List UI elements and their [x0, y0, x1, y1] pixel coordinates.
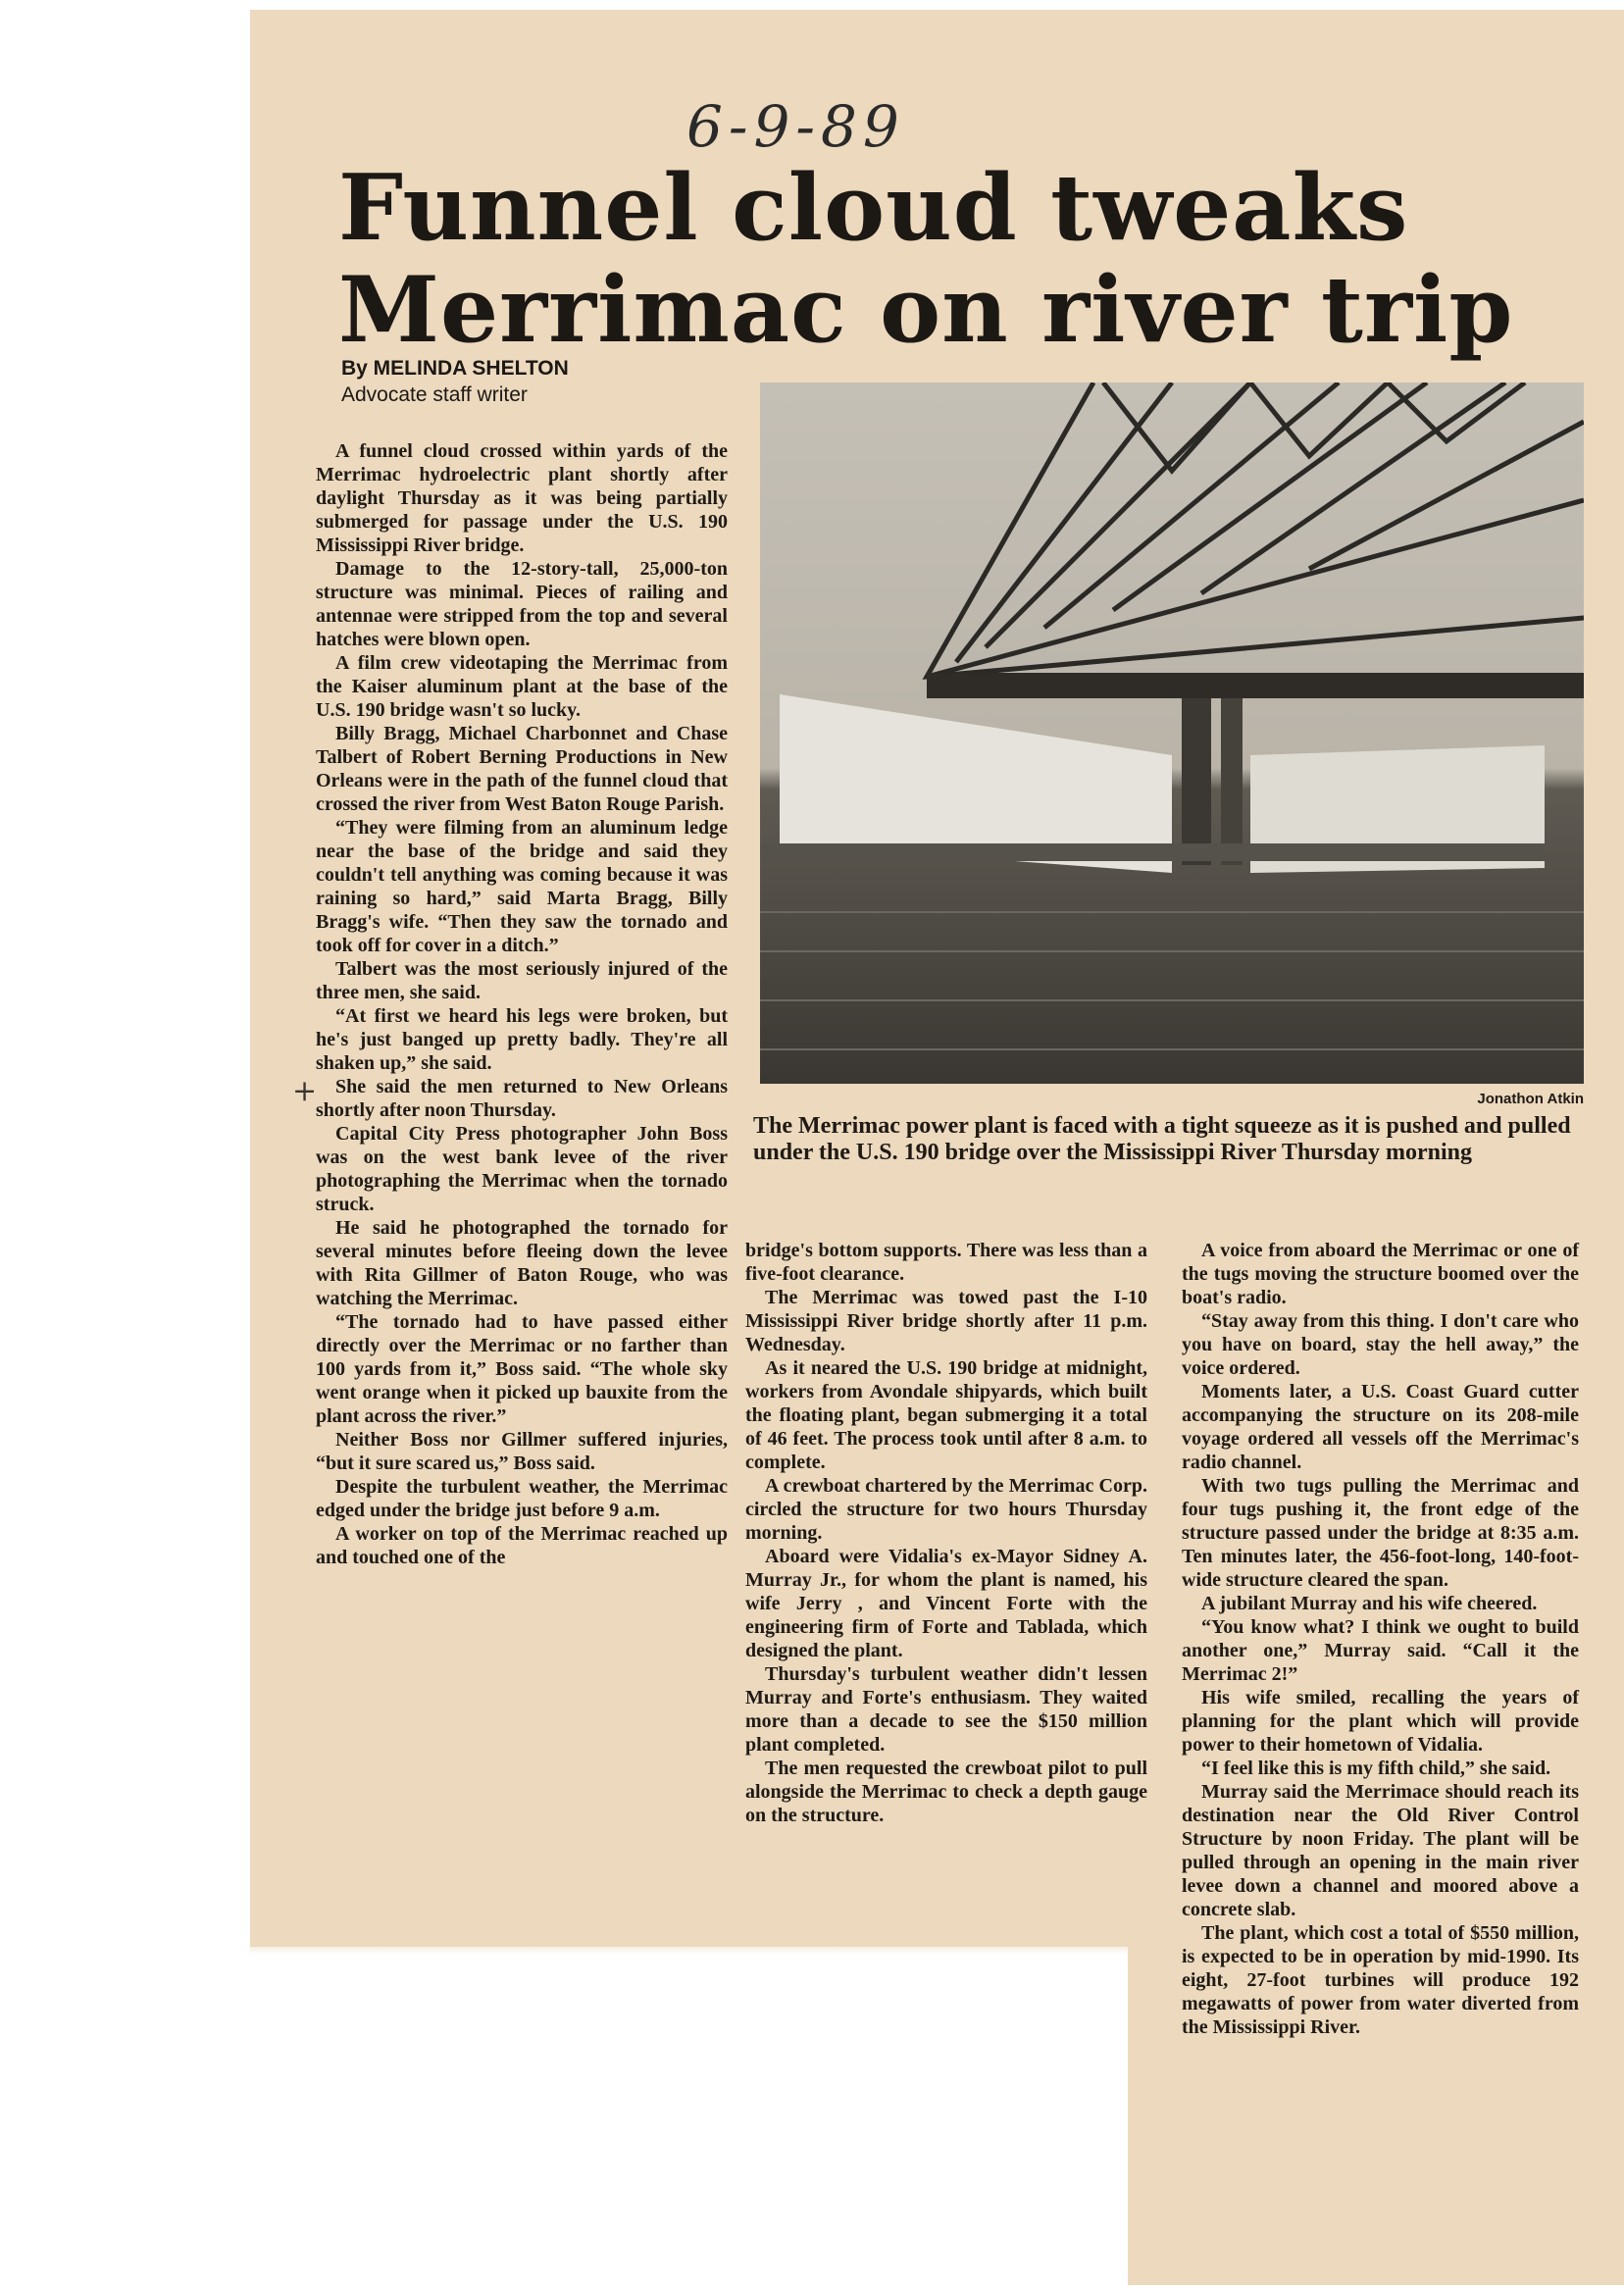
paragraph: He said he photographed the tornado for several minutes before fleeing down the levee with Rita Gillmer of Baton Rouge, who was watching the Merrimac.	[316, 1217, 728, 1309]
margin-plus-mark: +	[292, 1074, 318, 1108]
photo-caption: The Merrimac power plant is faced with a tight squeeze as it is pushed and pulled under the U.S. 190 bridge over the Mississippi River Thursday morning	[753, 1113, 1571, 1165]
photo-credit: Jonathon Atkin	[1477, 1091, 1584, 1107]
paragraph: “You know what? I think we ought to build another one,” Murray said. “Call it the Merrimac 2!”	[1182, 1616, 1579, 1685]
paragraph: bridge's bottom supports. There was less than a five-foot clearance.	[745, 1240, 1147, 1285]
paragraph: As it neared the U.S. 190 bridge at midnight, workers from Avondale shipyards, which built the floating plant, began submerging it a total of 46 feet. The process took until after 8 a.m. to complete.	[745, 1357, 1147, 1473]
paragraph: “The tornado had to have passed either directly over the Merrimac or no farther than 100 yards from it,” Boss said. “The whole sky went orange when it picked up bauxite from the plant across the river.”	[316, 1311, 728, 1427]
paragraph: A voice from aboard the Merrimac or one of the tugs moving the structure boomed over the boat's radio.	[1182, 1240, 1579, 1308]
byline-role: Advocate staff writer	[341, 383, 528, 406]
paragraph: A worker on top of the Merrimac reached up and touched one of the	[316, 1523, 728, 1568]
paragraph: Billy Bragg, Michael Charbonnet and Chase Talbert of Robert Berning Productions in New Orleans were in the path of the funnel cloud that crossed the river from West Baton Rouge Parish.	[316, 723, 728, 815]
bridge-photo-illustration	[760, 382, 1584, 1084]
paragraph: A funnel cloud crossed within yards of the Merrimac hydroelectric plant shortly after daylight Thursday as it was being partially submerged for passage under the U.S. 190 Mississippi River bridge.	[316, 440, 728, 556]
bridge-photo	[760, 382, 1584, 1084]
paragraph: A crewboat chartered by the Merrimac Corp. circled the structure for two hours Thursday morning.	[745, 1475, 1147, 1544]
paragraph: Neither Boss nor Gillmer suffered injuries, “but it sure scared us,” Boss said.	[316, 1429, 728, 1474]
clipping-torn-edge	[250, 1937, 1128, 1955]
article-column-3	[1182, 1239, 1579, 2039]
paragraph: Murray said the Merrimace should reach its destination near the Old River Control Structure by noon Friday. The plant will be pulled through an opening in the main river levee down a channel and moored above a concrete slab.	[1182, 1781, 1579, 1920]
paragraph: The plant, which cost a total of $550 million, is expected to be in operation by mid-1990. Its eight, 27-foot turbines will produce 192 megawatts of power from water diverted from the Mississippi River.	[1182, 1922, 1579, 2038]
byline	[341, 355, 569, 408]
handwritten-date: 6-9-89	[686, 93, 905, 160]
paragraph: Thursday's turbulent weather didn't lessen Murray and Forte's enthusiasm. They waited more than a decade to see the $150 million plant completed.	[745, 1663, 1147, 1756]
paragraph: “Stay away from this thing. I don't care who you have on board, stay the hell away,” the voice ordered.	[1182, 1310, 1579, 1379]
paragraph: A jubilant Murray and his wife cheered.	[1201, 1593, 1538, 1614]
article-column-1	[316, 439, 728, 1569]
paragraph: “I feel like this is my fifth child,” she said.	[1201, 1758, 1551, 1779]
paragraph: “They were filming from an aluminum ledge near the base of the bridge and said they couldn't tell anything was coming because it was raining so hard,” said Marta Bragg, Billy Bragg's wife. “Then they saw the tornado and took off for cover in a ditch.”	[316, 817, 728, 956]
paragraph: Talbert was the most seriously injured of the three men, she said.	[316, 958, 728, 1003]
article-column-2	[745, 1239, 1147, 1827]
paragraph: The Merrimac was towed past the I-10 Mississippi River bridge shortly after 11 p.m. Wednesday.	[745, 1287, 1147, 1355]
paragraph: The men requested the crewboat pilot to pull alongside the Merrimac to check a depth gauge on the structure.	[745, 1758, 1147, 1826]
byline-author: By MELINDA SHELTON	[341, 357, 569, 380]
paragraph: His wife smiled, recalling the years of planning for the plant which will provide power to their hometown of Vidalia.	[1182, 1687, 1579, 1756]
paragraph: “At first we heard his legs were broken, but he's just banged up pretty badly. They're all shaken up,” she said.	[316, 1005, 728, 1074]
paragraph: A film crew videotaping the Merrimac from the Kaiser aluminum plant at the base of the U.S. 190 bridge wasn't so lucky.	[316, 652, 728, 721]
paragraph: Moments later, a U.S. Coast Guard cutter accompanying the structure on its 208-mile voyage ordered all vessels off the Merrimac's radio channel.	[1182, 1381, 1579, 1473]
headline: Funnel cloud tweaks Merrimac on river trip	[338, 154, 1514, 363]
paragraph: Aboard were Vidalia's ex-Mayor Sidney A. Murray Jr., for whom the plant is named, his wife Jerry , and Vincent Forte with the engineering firm of Forte and Tablada, which designed the plant.	[745, 1546, 1147, 1661]
paragraph: She said the men returned to New Orleans shortly after noon Thursday.	[316, 1076, 728, 1121]
paragraph: Capital City Press photographer John Boss was on the west bank levee of the river photographing the Merrimac when the tornado struck.	[316, 1123, 728, 1215]
paragraph: With two tugs pulling the Merrimac and four tugs pushing it, the front edge of the structure passed under the bridge at 8:35 a.m. Ten minutes later, the 456-foot-long, 140-foot-wide structure cleared the span.	[1182, 1475, 1579, 1591]
paragraph: Damage to the 12-story-tall, 25,000-ton structure was minimal. Pieces of railing and antennae were stripped from the top and several hatches were blown open.	[316, 558, 728, 650]
paragraph: Despite the turbulent weather, the Merrimac edged under the bridge just before 9 a.m.	[316, 1476, 728, 1521]
